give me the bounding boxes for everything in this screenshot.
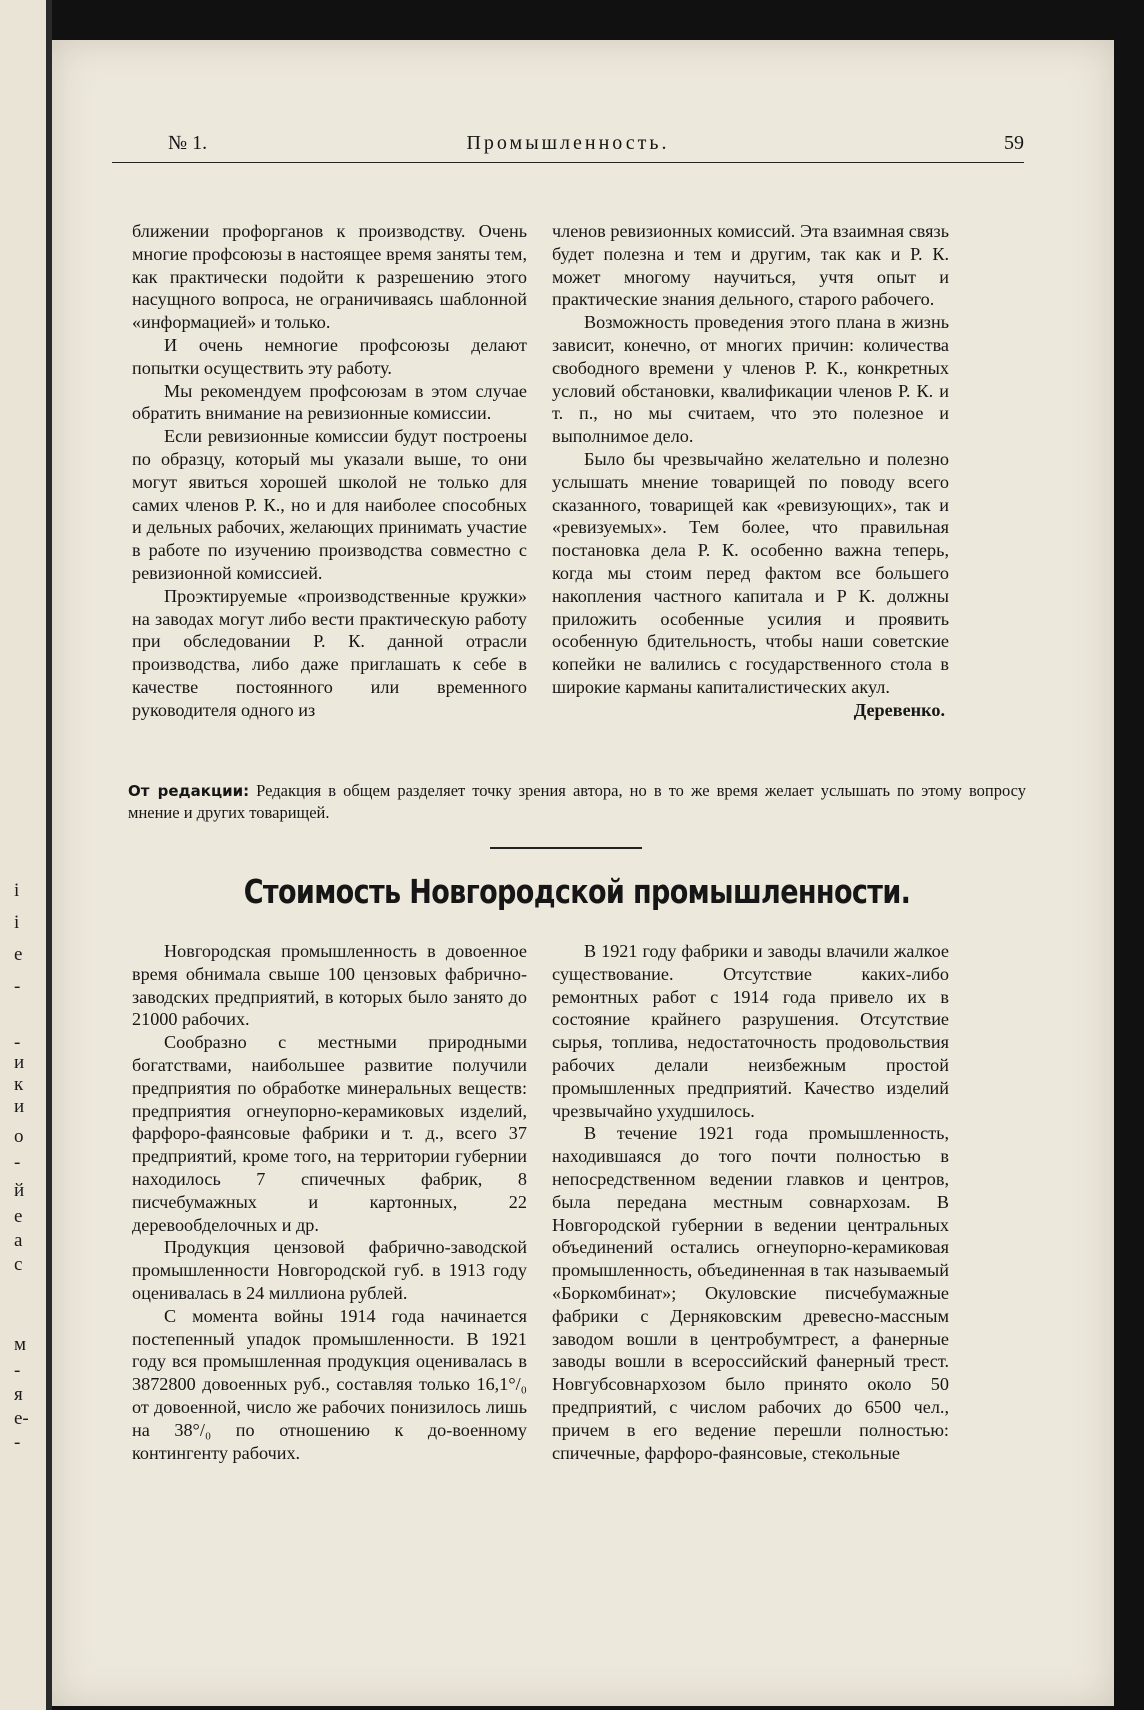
margin-fragment: о (14, 1126, 24, 1147)
paragraph: Продукция цензовой фабрично-заводской промышленности Новгородской губ. в 1913 году оценивалась в 24 миллиона рублей. (132, 1237, 527, 1303)
paragraph: С момента войны 1914 года начинается постепенный упадок промышленности. В 1921 году вся промышленная продукция оценивалась в 3872800 довоенных руб., составляя только 16,1°/₀ от довоенной, число же рабочих понизилось лишь на 38°/₀ по отношению к до-военному контингенту рабочих. (132, 1305, 527, 1463)
author-signature: Деревенко. (853, 699, 945, 720)
paragraph: Проэктируемые «производственные кружки» на заводах могут либо вести практическую работу при обследовании Р. К. данной отрасли производства, либо даже приглашать к себе в качестве постоянного или временного руководителя одного из (132, 585, 527, 720)
article2-column-right (552, 940, 949, 1464)
article1-column-left (132, 220, 527, 722)
margin-fragment: и (14, 1096, 25, 1117)
paragraph: Было бы чрезвычайно желательно и полезно услышать мнение товарищей по поводу всего сказанного, товарищей как «ревизующих», так и «ревизуемых». Тем более, что правильная постановка дела Р. К. особенно важна теперь, когда мы стоим перед фактом все большего накопления частного капитала и Р К. должны приложить особенные усилия и проявить особенную бдительность, чтобы наши советские копейки не валились с государственного стола в широкие карманы капиталистических акул. (552, 448, 949, 697)
journal-page (52, 40, 1114, 1706)
paragraph: Новгородская промышленность в довоенное время обнимала свыше 100 цензовых фабрично-заводских предприятий, в которых было занято до 21000 рабочих. (132, 941, 527, 1030)
paragraph: В течение 1921 года промышленность, находившаяся до того почти полностью в непосредственном ведении главков и центров, была передана местным совнархозам. В Новгородской губернии в ведении центральных объединений остались огнеупорно-керамиковая промышленность, объединенная в так называемый «Боркомбинат»; Окуловские писчебумажные фабрики с Дерняковским древесно-массным заводом вошли в центробумтрест, а фанерные заводы вошли в всероссийский фанерный трест. Новгубсовнархозом было принято около 50 предприятий, с числом рабочих до 6500 чел., причем в его ведение перешли полностью: спичечные, фарфоро-фаянсовые, стекольные (552, 1123, 949, 1463)
article1-column-right (552, 220, 949, 722)
margin-fragment: е (14, 1206, 23, 1227)
margin-fragment: й (14, 1180, 25, 1201)
page-number: 59 (1004, 132, 1024, 154)
margin-fragment: - (14, 1432, 21, 1453)
margin-fragment: е (14, 944, 23, 965)
editor-note (128, 780, 1026, 823)
paragraph: ближении профорганов к производству. Очень многие профсоюзы в настоящее время заняты тем, как практически подойти к разрешению этого насущного вопроса, не ограничиваясь шаблонной «информацией» и только. (132, 221, 527, 333)
issue-number: № 1. (168, 132, 208, 154)
paragraph: Если ревизионные комиссии будут построены по образцу, который мы указали выше, то они могут явиться хорошей школой не только для самих членов Р. К., но и для наиболее способных и дельных рабочих, желающих принимать участие в работе по изучению производства совместно с ревизионной комиссией. (132, 426, 527, 583)
margin-fragment: і (14, 912, 20, 933)
journal-title: Промышленность. (466, 132, 670, 154)
paragraph: членов ревизионных комиссий. Эта взаимная связь будет полезна и тем и другим, так как и Р. К. может многому научиться, учтя опыт и практические знания дельного, старого рабочего. (552, 221, 949, 310)
paragraph: И очень немногие профсоюзы делают попытки осуществить эту работу. (132, 334, 527, 378)
margin-fragment: і (14, 880, 20, 901)
paragraph: Мы рекомендуем профсоюзам в этом случае обратить внимание на ревизионные комиссии. (132, 380, 527, 424)
paragraph: Возможность проведения этого плана в жизнь зависит, конечно, от многих причин: количества свободного времени у членов Р. К., конкретных условий обстановки, квалификации членов Р. К. и т. п., но мы считаем, что это полезное и выполнимое дело. (552, 312, 949, 447)
article2-title: Стоимость Новгородской промышленности. (243, 872, 911, 911)
article2-column-left (132, 940, 527, 1464)
margin-fragment: к (14, 1074, 24, 1095)
margin-fragment: - (14, 1360, 21, 1381)
editor-note-label: От редакции: (128, 782, 250, 800)
margin-fragment: - (14, 976, 21, 997)
margin-fragment: е- (14, 1408, 29, 1429)
adjacent-page-edge (0, 0, 48, 1710)
paragraph: Сообразно с местными природными богатствами, наибольшее развитие получили предприятия по обработке минеральных веществ: предприятия огнеупорно-керамиковых изделий, фарфоро-фаянсовые фабрики и т. д., всего 37 предприятий, кроме того, на территории губернии находилось 7 спичечных фабрик, 8 писчебумажных и картонных, 22 деревообделочных и др. (132, 1032, 527, 1235)
margin-fragment: м (14, 1334, 27, 1355)
margin-fragment: а (14, 1230, 23, 1251)
running-header (112, 132, 1024, 163)
margin-fragment: я (14, 1384, 23, 1405)
paragraph: В 1921 году фабрики и заводы влачили жалкое существование. Отсутствие каких-либо ремонтных работ с 1914 года привело их в состояние крайнего разрушения. Отсутствие сырья, топлива, недостаточность продовольствия рабочих делали неизбежным простой промышленных предприятий. Качество изделий чрезвычайно ухудшилось. (552, 941, 949, 1121)
margin-fragment: с (14, 1254, 23, 1275)
editor-note-text: Редакция в общем разделяет точку зрения автора, но в то же время желает услышать по этому вопросу мнение и других товарищей. (128, 781, 1027, 822)
margin-fragment: - (14, 1152, 21, 1173)
margin-fragment: и (14, 1052, 25, 1073)
margin-fragment: - (14, 1032, 21, 1053)
section-divider (490, 847, 642, 849)
